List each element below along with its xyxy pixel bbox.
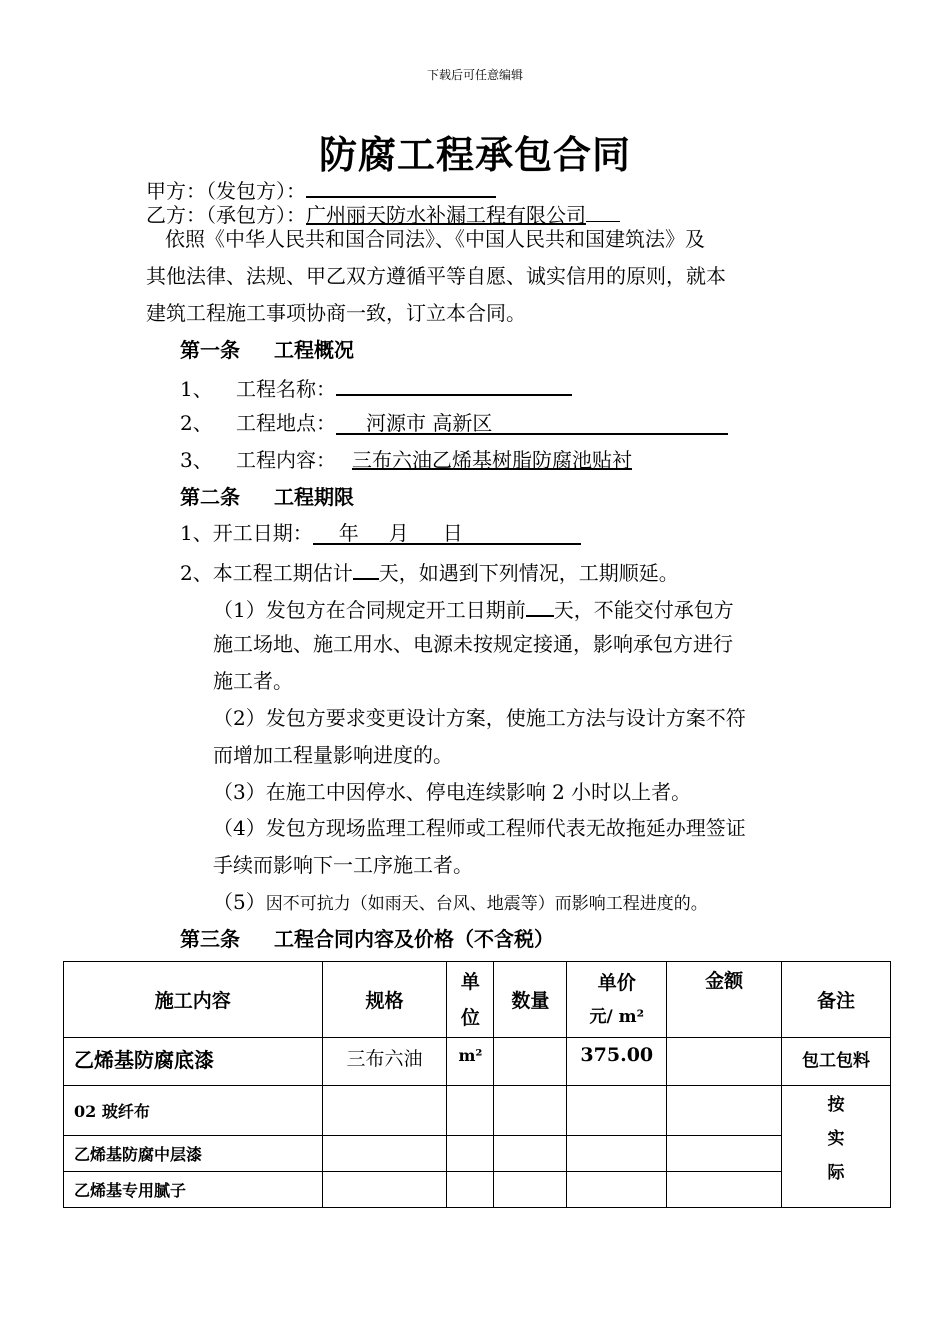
side-note-char-2: 实 [827, 1129, 845, 1149]
party-a-label: 甲方：（发包方）： [146, 179, 306, 203]
row3-qty [494, 1136, 567, 1172]
table-row [64, 1086, 891, 1136]
row1-content: 乙烯基防腐底漆 [64, 1038, 323, 1086]
condition-2-line-2: 而增加工程量影响进度的。 [213, 743, 453, 767]
header-price [567, 962, 667, 1038]
table-header-row [64, 962, 891, 1038]
item3-num: 3、 [180, 448, 213, 472]
duration-text: 天，如遇到下列情况，工期顺延。 [378, 561, 679, 585]
duration-blank [353, 558, 379, 580]
duration-label: 2、本工程工期估计 [180, 561, 353, 585]
article1-heading-num: 第一条 [180, 338, 240, 362]
condition-1-line-1 [213, 595, 734, 622]
row4-spec [322, 1172, 447, 1208]
row4-price [567, 1172, 667, 1208]
intro-line-2: 其他法律、法规、甲乙双方遵循平等自愿、诚实信用的原则，就本 [146, 264, 726, 288]
article1-item-2 [180, 411, 728, 435]
row3-content: 乙烯基防腐中层漆 [64, 1136, 323, 1172]
condition-1-line-2: 施工场地、施工用水、电源未按规定接通，影响承包方进行 [213, 632, 733, 656]
article1-item-3 [180, 448, 632, 472]
start-date-blank [313, 523, 581, 545]
row2-price [567, 1086, 667, 1136]
party-a-line [146, 176, 496, 203]
condition-5 [213, 890, 708, 916]
article1-heading-text: 工程概况 [274, 338, 354, 362]
header-spec: 规格 [322, 962, 447, 1038]
article2-heading-num: 第二条 [180, 485, 240, 509]
row2-unit [447, 1086, 494, 1136]
party-b-value: 广州丽天防水补漏工程有限公司 [306, 203, 586, 227]
project-location: 河源市 高新区 [336, 413, 728, 435]
party-b-blank [586, 201, 620, 222]
row3-price [567, 1136, 667, 1172]
condition-2-line-1: （2）发包方要求变更设计方案，使施工方法与设计方案不符 [213, 706, 746, 730]
article2-heading-text: 工程期限 [274, 485, 354, 509]
row3-amount [667, 1136, 782, 1172]
article2-heading [180, 485, 354, 509]
party-a-blank [306, 176, 496, 198]
row1-unit: m² [447, 1038, 494, 1086]
project-content: 三布六油乙烯基树脂防腐池贴衬 [352, 448, 632, 472]
page-title: 防腐工程承包合同 [318, 132, 631, 177]
item1-label: 工程名称： [236, 377, 336, 401]
start-year: 年 [338, 521, 359, 545]
party-b-label: 乙方：（承包方）： [146, 203, 306, 227]
table-row [64, 1136, 891, 1172]
row2-content: 02 玻纤布 [64, 1086, 323, 1136]
row4-content: 乙烯基专用腻子 [64, 1172, 323, 1208]
intro-line-1: 依照《中华人民共和国合同法》、《中国人民共和国建筑法》及 [165, 227, 705, 251]
duration-line [180, 558, 679, 585]
row1-note: 包工包料 [782, 1038, 891, 1086]
row2-amount [667, 1086, 782, 1136]
start-date-line [180, 521, 581, 545]
header-unit [447, 962, 494, 1038]
condition-5-text: 因不可抗力（如雨天、台风、地震等）而影响工程进度的。 [265, 894, 708, 914]
row1-amount [667, 1038, 782, 1086]
row1-spec: 三布六油 [322, 1038, 447, 1086]
header-note: 备注 [782, 962, 891, 1038]
side-note-char-1: 按 [827, 1095, 845, 1115]
table-row [64, 1038, 891, 1086]
condition-4-line-1: （4）发包方现场监理工程师或工程师代表无故拖延办理签证 [213, 816, 746, 840]
header-price-line-1: 单价 [597, 971, 636, 994]
table-row [64, 1172, 891, 1208]
article3-heading-num: 第三条 [180, 927, 240, 951]
item2-num: 2、 [180, 411, 213, 435]
condition-1-blank [526, 595, 554, 617]
header-unit-line-1: 单 [460, 970, 480, 993]
start-date-label: 1、开工日期： [180, 521, 313, 545]
start-month: 月 [388, 521, 409, 545]
article1-item-1 [180, 374, 572, 401]
condition-3: （3）在施工中因停水、停电连续影响 2 小时以上者。 [213, 780, 692, 804]
article3-heading-text: 工程合同内容及价格（不含税） [274, 927, 554, 951]
start-day: 日 [442, 521, 463, 545]
row3-spec [322, 1136, 447, 1172]
condition-5-num: （5） [213, 890, 266, 914]
row1-qty [494, 1038, 567, 1086]
row4-amount [667, 1172, 782, 1208]
condition-4-line-2: 手续而影响下一工序施工者。 [213, 853, 473, 877]
header-price-line-2: 元/ m² [589, 1006, 645, 1027]
item1-num: 1、 [180, 377, 213, 401]
row4-qty [494, 1172, 567, 1208]
article1-heading [180, 338, 354, 362]
header-unit-line-2: 位 [460, 1006, 480, 1029]
row2-qty [494, 1086, 567, 1136]
price-table [63, 961, 891, 1208]
item3-label: 工程内容： [236, 448, 336, 472]
side-note [782, 1086, 891, 1208]
condition-1-line-3: 施工者。 [213, 669, 293, 693]
header-qty: 数量 [494, 962, 567, 1038]
item2-label: 工程地点： [236, 411, 336, 435]
condition-1-text-b: 天，不能交付承包方 [553, 598, 734, 622]
row1-price: 375.00 [567, 1038, 667, 1086]
condition-1-text-a: （1）发包方在合同规定开工日期前 [213, 598, 526, 622]
row3-unit [447, 1136, 494, 1172]
header-content: 施工内容 [64, 962, 323, 1038]
row2-spec [322, 1086, 447, 1136]
intro-line-3: 建筑工程施工事项协商一致，订立本合同。 [146, 301, 526, 325]
row4-unit [447, 1172, 494, 1208]
project-name-blank [336, 374, 572, 396]
article3-heading [180, 927, 554, 951]
side-note-char-3: 际 [827, 1163, 845, 1183]
party-b-line [146, 201, 620, 227]
header-amount: 金额 [667, 962, 782, 1038]
header-note: 下载后可任意编辑 [426, 68, 523, 82]
